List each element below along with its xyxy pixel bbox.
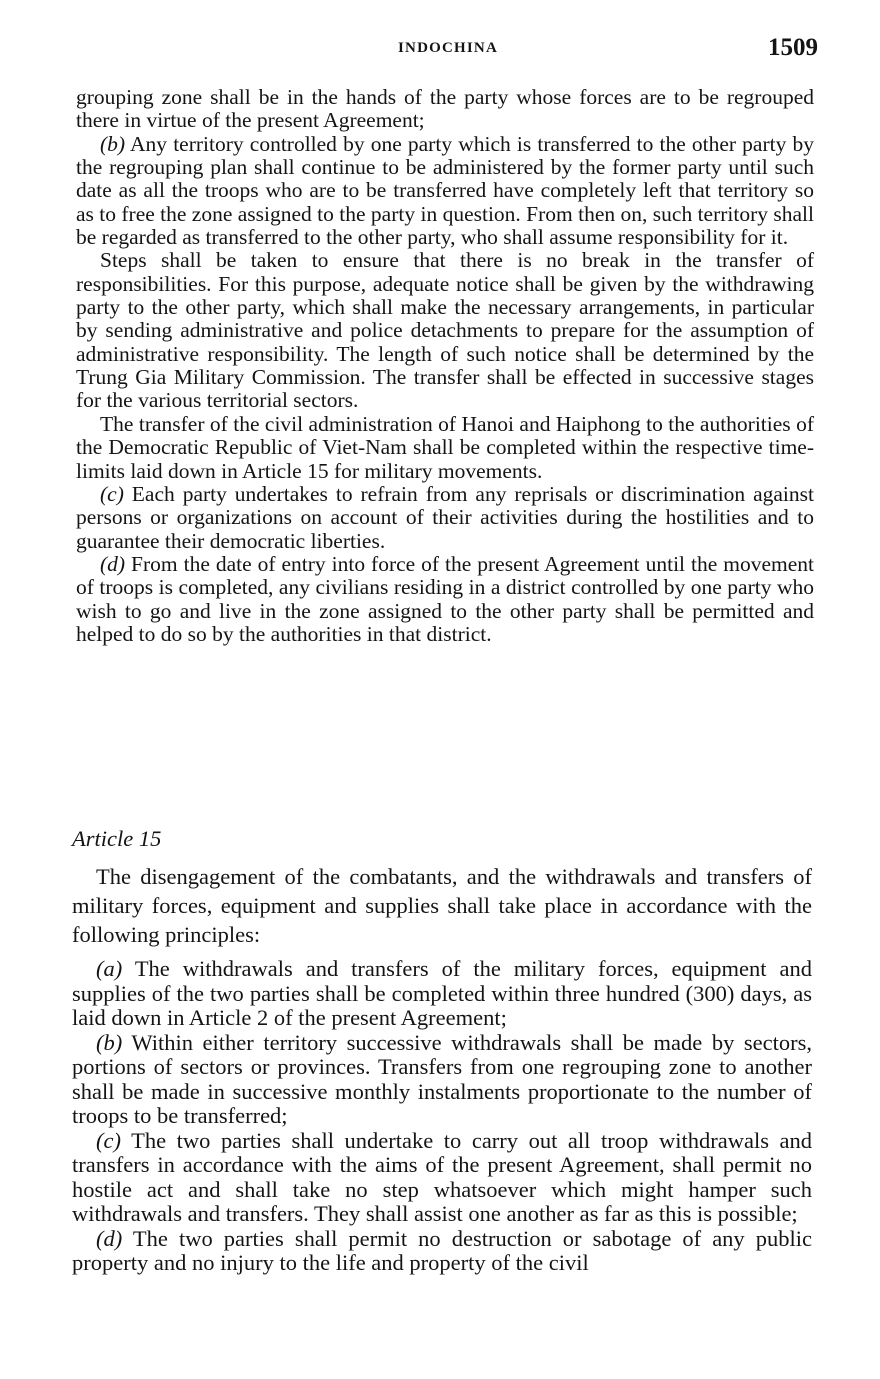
civil-administration-paragraph: The transfer of the civil administration of Hanoi and Haiphong to the authorities of the Democratic Republic of Viet-Nam shall be completed within the respective time-limits laid down in Article 15 for military movements. <box>76 411 814 483</box>
responsibility-transfer-paragraph: Steps shall be taken to ensure that there is no break in the transfer of responsibilities. For this purpose, adequate notice shall be given by the withdrawing party to the other party, which shall make the necessary arrangements, in particular by sending administrative and police detachments to prepare for the assumption of administrative responsibility. The length of such notice shall be determined by the Trung Gia Military Commission. The transfer shall be effected in successive stages for the various territorial sectors. <box>76 248 814 413</box>
article-heading: Article 15 <box>72 826 162 851</box>
article-item-a-text: The withdrawals and transfers of the military forces, equipment and supplies of the two parties shall be completed within three hundred (300) days, as laid down in Article 2 of the present Agreement; <box>72 956 812 1030</box>
page-number: 1509 <box>768 34 818 61</box>
article-item-c-marker: (c) <box>96 1127 121 1153</box>
article-item-d-marker: (d) <box>96 1225 123 1251</box>
article-item-d <box>72 1227 812 1276</box>
article-item-d-text: The two parties shall permit no destruction or sabotage of any public property and no injury to the life and property of the civil <box>72 1225 812 1275</box>
paragraph-b-marker: (b) <box>100 131 126 156</box>
paragraph-d-marker: (d) <box>100 551 126 576</box>
article-item-a <box>72 957 812 1031</box>
article-item-b <box>72 1031 812 1129</box>
paragraph-b <box>76 133 814 250</box>
article-item-c-text: The two parties shall undertake to carry out all troop withdrawals and transfers in accordance with the aims of the present Agreement, shall permit no hostile act and shall take no step whatsoever which might hamper such withdrawals and transfers. They shall assist one another as far as this is possible; <box>72 1127 812 1226</box>
paragraph-c-marker: (c) <box>100 481 124 506</box>
paragraph-d <box>76 553 814 646</box>
article-item-b-text: Within either territory successive withdrawals shall be made by sectors, portions of sectors or provinces. Transfers from one regrouping zone to another shall be made in successive monthly instalments proportionate to the number of troops to be transferred; <box>72 1029 812 1128</box>
continued-paragraph: grouping zone shall be in the hands of the party whose forces are to be regrouped there in virtue of the present Agreement; <box>76 85 814 133</box>
article-item-c <box>72 1129 812 1227</box>
article-intro: The disengagement of the combatants, and the withdrawals and transfers of military forces, equipment and supplies shall take place in accordance with the following principles: <box>72 864 812 947</box>
running-head <box>0 34 880 62</box>
top-section-text <box>76 86 814 646</box>
article-item-b-marker: (b) <box>96 1029 123 1055</box>
paragraph-c-text: Each party undertakes to refrain from any reprisals or discrimination against persons or organizations on account of their activities during the hostilities and to guarantee their democratic liberties. <box>76 481 814 553</box>
paragraph-b-text: Any territory controlled by one party which is transferred to the other party by the regrouping plan shall continue to be administered by the former party until such date as all the troops who are to be transferred have completely left that territory so as to free the zone assigned to the party in question. From then on, such territory shall be regarded as transferred to the other party, who shall assume responsibility for it. <box>76 131 814 250</box>
article-items-block <box>72 957 812 1276</box>
article-intro-block <box>72 862 812 949</box>
running-title: INDOCHINA <box>398 40 498 56</box>
paragraph-c <box>76 483 814 553</box>
article-item-a-marker: (a) <box>96 956 123 981</box>
paragraph-d-text: From the date of entry into force of the present Agreement until the movement of troops is completed, any civilians residing in a district controlled by one party who wish to go and live in the zone assigned to the other party shall be permitted and helped to do so by the authorities in that district. <box>76 551 814 646</box>
